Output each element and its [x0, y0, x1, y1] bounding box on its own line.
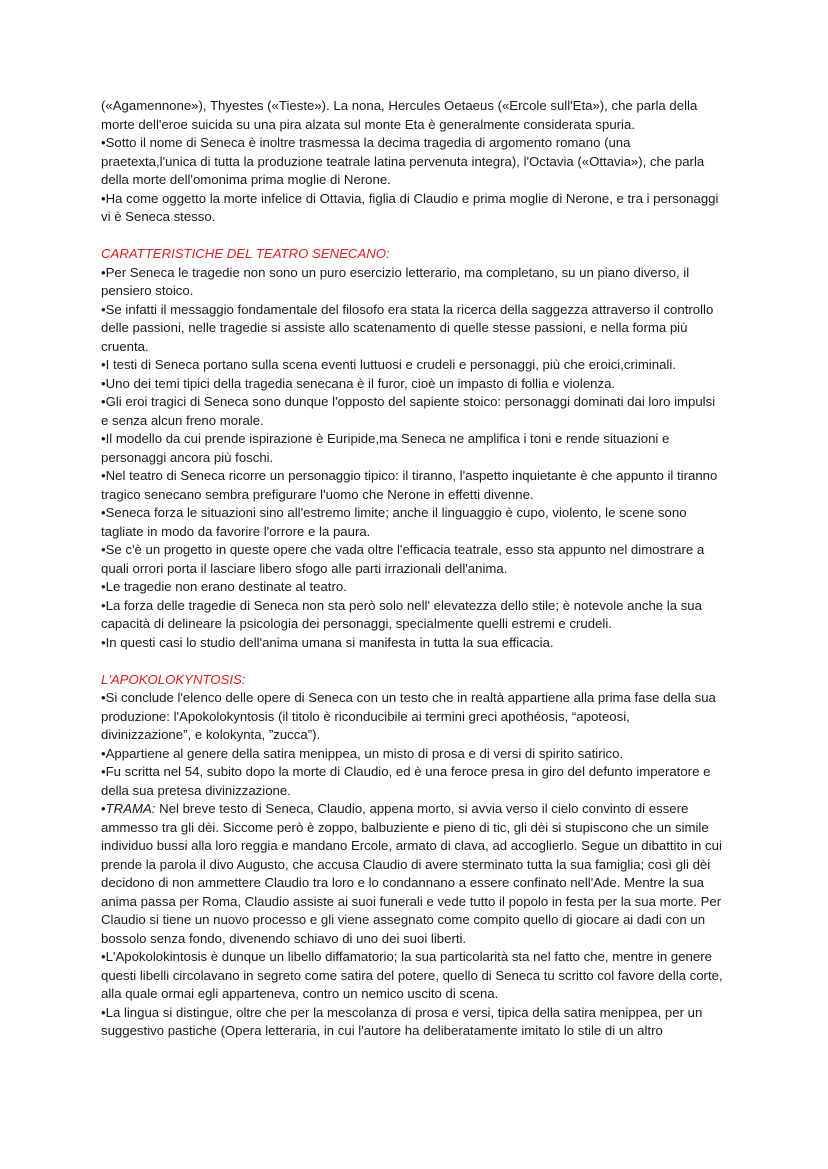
paragraph: •La lingua si distingue, oltre che per la mescolanza di prosa e versi, tipica della satira menippea, per un suggestivo pastiche (Opera letteraria, in cui l'autore ha deliberatamente imitato lo stile di un altro	[101, 1004, 703, 1038]
paragraph: •In questi casi lo studio dell'anima umana si manifesta in tutta la sua efficacia.	[101, 634, 554, 650]
paragraph: •Le tragedie non erano destinate al teatro.	[101, 579, 347, 594]
paragraph: •Ha come oggetto la morte infelice di Ottavia, figlia di Claudio e prima moglie di Nerone, e tra i personaggi vi è Seneca stesso.	[101, 190, 719, 224]
paragraph: •Se c'è un progetto in queste opere che vada oltre l'efficacia teatrale, esso sta appunto nel dimostrare a quali orrori porta il lasciare libero sfogo alle parti irrazionali dell'anima.	[101, 542, 705, 576]
paragraph: •Il modello da cui prende ispirazione è Euripide,ma Seneca ne amplifica i toni e rende situazioni e personaggi ancora più foschi.	[101, 431, 670, 465]
paragraph: •Gli eroi tragici di Seneca sono dunque l'opposto del sapiente stoico: personaggi dominati dai loro impulsi e senza alcun freno morale.	[101, 394, 716, 428]
paragraph: •I testi di Seneca portano sulla scena eventi luttuosi e crudeli e personaggi, più che eroici,criminali.	[101, 357, 676, 372]
trama-label: TRAMA:	[105, 801, 156, 816]
paragraph: •Seneca forza le situazioni sino all'estremo limite; anche il linguaggio è cupo, violento, le scene sono tagliate in modo da favorire l'orrore e la paura.	[101, 505, 687, 539]
paragraph: •Per Seneca le tragedie non sono un puro esercizio letterario, ma completano, su un piano diverso, il pensiero stoico.	[101, 264, 690, 298]
spacer	[101, 652, 723, 671]
paragraph: («Agamennone»), Thyestes («Tieste»). La nona, Hercules Oetaeus («Ercole sull'Eta»), che parla della morte dell'eroe suicida su una pira alzata sul monte Eta è generalmente considerata spuria.	[101, 98, 698, 132]
section-heading-teatro: CARATTERISTICHE DEL TEATRO SENECANO:	[101, 246, 390, 261]
paragraph: •Fu scritta nel 54, subito dopo la morte di Claudio, ed è una feroce presa in giro del defunto imperatore e della sua pretesa divinizzazione.	[101, 764, 711, 798]
section-heading-apokolokyntosis: L'APOKOLOKYNTOSIS:	[101, 671, 246, 687]
document-page	[101, 97, 723, 1041]
spacer	[101, 227, 723, 246]
paragraph-trama: •TRAMA: Nel breve testo di Seneca, Claudio, appena morto, si avvia verso il cielo convinto di essere ammesso tra gli dèi. Siccome però è zoppo, balbuziente e pieno di tic, gli dèi si stupiscono che un simile individuo bussi alla loro reggia e mandano Ercole, armato di clava, ad accoglierlo. Segue un dibattito in cui prende la parola il divo Augusto, che accusa Claudio di avere sterminato tutta la sua famiglia; così gli dèi decidono di non ammettere Claudio tra loro e lo condannano a essere confinato nell'Ade. Mentre la sua anima passa per Roma, Claudio assiste ai suoi funerali e vede tutto il popolo in festa per la sua morte. Per Claudio si tiene un nuovo processo e gli viene assegnato come compito quello di giocare ai dadi con un bossolo senza fondo, divenendo schiavo di uno dei suoi liberti.	[101, 801, 722, 946]
paragraph: •Sotto il nome di Seneca è inoltre trasmessa la decima tragedia di argomento romano (una praetexta,l'unica di tutta la produzione teatrale latina pervenuta integra), l'Octavia («Ottavia»), che parla della morte dell'omonima prima moglie di Nerone.	[101, 135, 705, 187]
paragraph: •L'Apokolokintosis è dunque un libello diffamatorio; la sua particolarità sta nel fatto che, mentre in genere questi libelli circolavano in segreto come satira del potere, quello di Seneca tu scritto col favore della corte, alla quale ormai egli apparteneva, contro un nemico uscito di scena.	[101, 949, 723, 1001]
paragraph: •Appartiene al genere della satira menippea, un misto di prosa e di versi di spirito satirico.	[101, 745, 624, 761]
paragraph: •La forza delle tragedie di Seneca non sta però solo nell' elevatezza dello stile; è notevole anche la sua capacità di delineare la psicologia dei personaggi, specialmente quelli estremi e crudeli.	[101, 597, 702, 631]
paragraph: •Uno dei temi tipici della tragedia senecana è il furor, cioè un impasto di follia e violenza.	[101, 375, 616, 391]
paragraph: •Si conclude l'elenco delle opere di Seneca con un testo che in realtà appartiene alla prima fase della sua produzione: l'Apokolokyntosis (il titolo è riconducibile ai termini greci apothéosis, “apoteosi, divinizzazione”, e kolokynta, ”zucca”).	[101, 690, 716, 742]
paragraph: •Se infatti il messaggio fondamentale del filosofo era stata la ricerca della saggezza attraverso il controllo delle passioni, nelle tragedie si assiste allo scatenamento di quelle stesse passioni, e nella forma più cruenta.	[101, 301, 714, 354]
trama-text: Nel breve testo di Seneca, Claudio, appena morto, si avvia verso il cielo convinto di essere ammesso tra gli dèi. Siccome però è zoppo, balbuziente e pieno di tic, gli dèi si stupiscono che un simile individuo bussi alla loro reggia e mandano Ercole, armato di clava, ad accoglierlo. Segue un dibattito in cui prende la parola il divo Augusto, che accusa Claudio di avere sterminato tutta la sua famiglia; così gli dèi decidono di non ammettere Claudio tra loro e lo condannano a essere confinato nell'Ade. Mentre la sua anima passa per Roma, Claudio assiste ai suoi funerali e vede tutto il popolo in festa per la sua morte. Per Claudio si tiene un nuovo processo e gli viene assegnato come compito quello di giocare ai dadi con un bossolo senza fondo, divenendo schiavo di uno dei suoi liberti.	[101, 801, 722, 946]
paragraph: •Nel teatro di Seneca ricorre un personaggio tipico: il tiranno, l'aspetto inquietante è che appunto il tiranno tragico senecano sembra prefigurare l'uomo che Nerone in effetti divenne.	[101, 468, 718, 502]
